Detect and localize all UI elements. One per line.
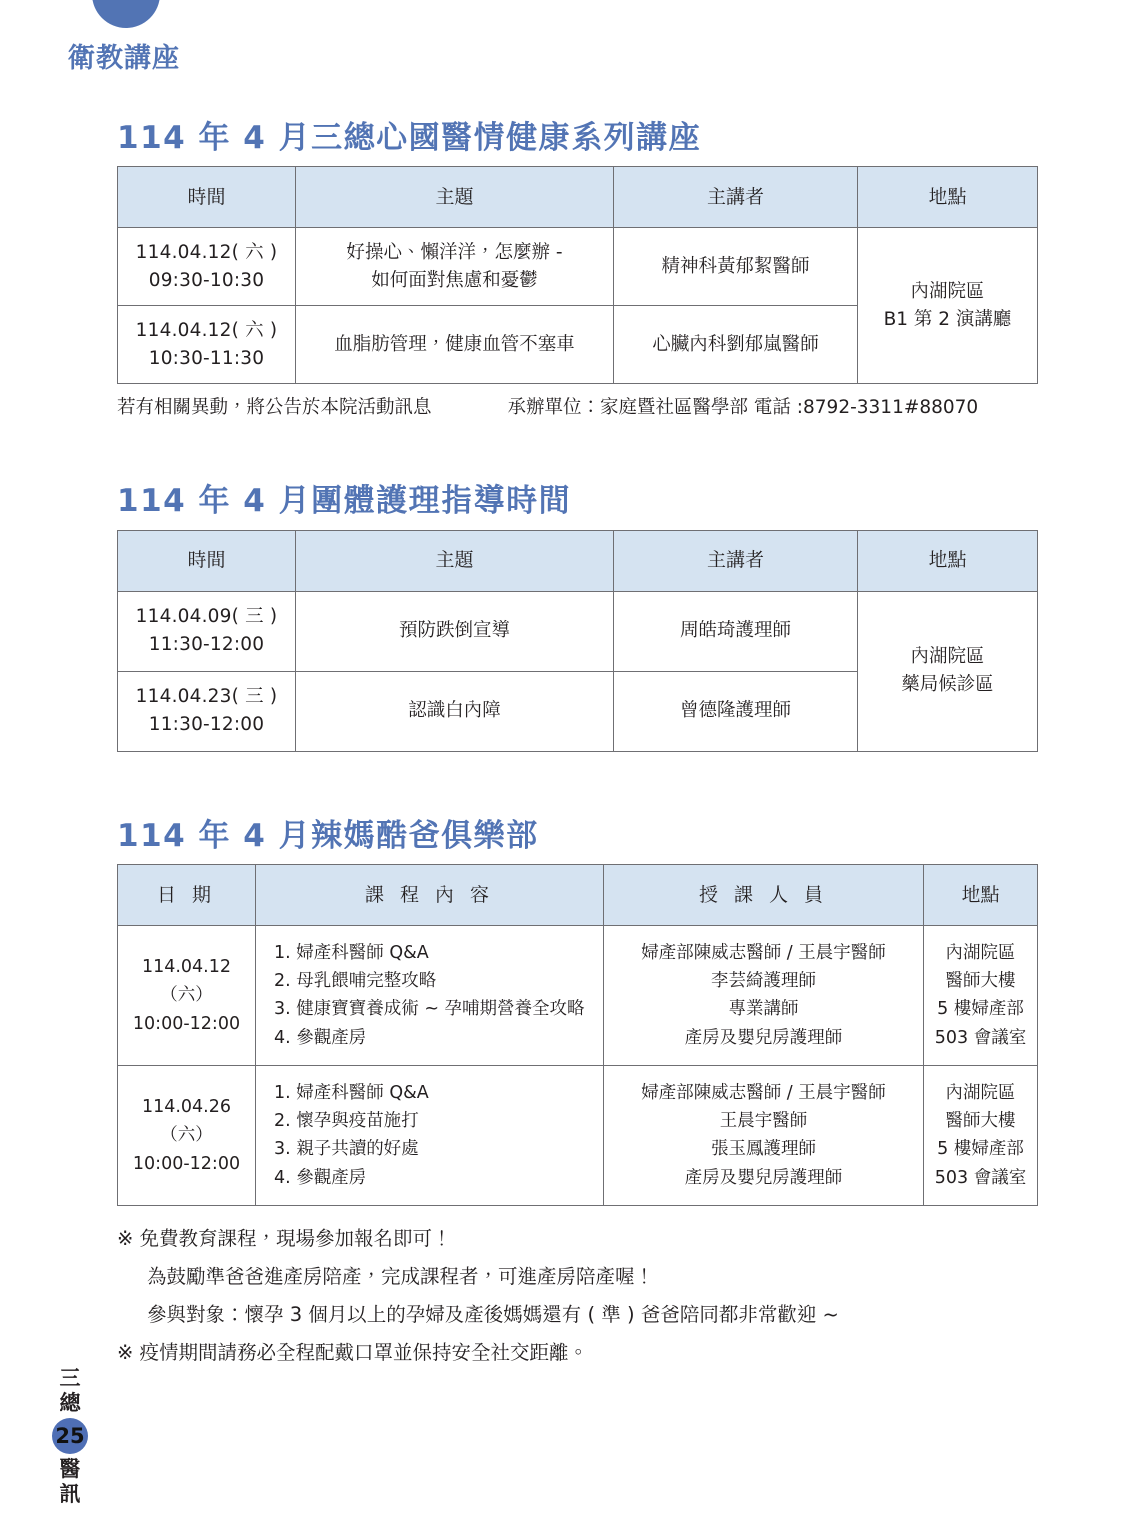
column-header-time: 時間: [118, 167, 296, 228]
page-content: [117, 118, 1047, 1372]
cell-time: [118, 228, 296, 306]
section-3-notes: [117, 1220, 1047, 1372]
cell-staff: [604, 925, 924, 1065]
place-line-2: 藥局候診區: [901, 674, 994, 696]
note-audience: 參與對象：懷孕 3 個月以上的孕婦及產後媽媽還有 ( 準 ) 爸爸陪同都非常歡迎 ~: [147, 1302, 839, 1326]
staff-line-3: 專業講師: [728, 999, 799, 1020]
column-header-place: 地點: [924, 864, 1038, 925]
page-number-badge: 25: [52, 1418, 88, 1454]
section-title-3: 114 年 4 月辣媽酷爸俱樂部: [117, 817, 539, 854]
cell-speaker: 心臟內科劉郁嵐醫師: [614, 306, 858, 384]
table-row: [118, 228, 1038, 306]
staff-line-2: 王晨宇醫師: [719, 1111, 808, 1132]
cell-location: [924, 1065, 1038, 1205]
time-line-2: 11:30-12:00: [148, 714, 265, 736]
list-item: 3. 親子共讀的好處: [274, 1139, 419, 1160]
time-line-2: 10:30-11:30: [148, 347, 265, 369]
cell-time: [118, 671, 296, 751]
list-item: 3. 健康寶寶養成術 ~ 孕哺期營養全攻略: [274, 999, 585, 1020]
place-line-1: 內湖院區: [910, 646, 985, 668]
topic-line-2: 如何面對焦慮和憂鬱: [371, 269, 538, 291]
section-title-2: 114 年 4 月團體護理指導時間: [117, 483, 572, 520]
course-list: [274, 1079, 597, 1192]
column-header-time: 時間: [118, 530, 296, 591]
staff-line-2: 李芸綺護理師: [711, 971, 816, 992]
location-line-4: 503 會議室: [934, 1027, 1027, 1048]
column-header-date: 日 期: [118, 864, 256, 925]
staff-line-1: 婦產部陳威志醫師 / 王晨宇醫師: [641, 942, 886, 963]
time-line-2: 09:30-10:30: [148, 269, 265, 291]
list-item: 4. 參觀產房: [274, 1027, 367, 1048]
note-change-announcement: 若有相關異動，將公告於本院活動訊息: [117, 397, 432, 419]
brand-char-3: 醫: [59, 1457, 81, 1482]
date-line-1: 114.04.26: [141, 1096, 232, 1117]
section-tag-label: 衛教講座: [68, 43, 180, 74]
time-line-1: 114.04.23( 三 ): [135, 686, 278, 708]
date-line-1: 114.04.12: [141, 956, 232, 977]
circle-decoration-icon: [92, 0, 160, 28]
list-item: 2. 母乳餵哺完整攻略: [274, 971, 437, 992]
location-line-3: 5 樓婦產部: [937, 999, 1024, 1020]
time-line-1: 114.04.12( 六 ): [135, 242, 278, 264]
topic-line-1: 好操心、懶洋洋，怎麼辦 -: [346, 242, 563, 264]
table-header-row: [118, 530, 1038, 591]
cell-course-content: [256, 925, 604, 1065]
cell-time: [118, 306, 296, 384]
location-line-4: 503 會議室: [934, 1167, 1027, 1188]
course-list: [274, 939, 597, 1052]
cell-date: [118, 1065, 256, 1205]
cell-place: [858, 228, 1038, 384]
table-row: [118, 591, 1038, 671]
column-header-topic: 主題: [296, 530, 614, 591]
list-item: 4. 參觀產房: [274, 1167, 367, 1188]
cell-speaker: 精神科黃郁絜醫師: [614, 228, 858, 306]
cell-time: [118, 591, 296, 671]
staff-line-4: 產房及嬰兒房護理師: [684, 1027, 843, 1048]
section-group-nursing: [117, 481, 1047, 751]
date-line-2: （六）: [160, 1125, 213, 1146]
note-mask-policy: ※ 疫情期間請務必全程配戴口罩並保持安全社交距離。: [117, 1340, 589, 1364]
brand-char-4: 訊: [59, 1482, 81, 1507]
cell-topic: 血脂肪管理，健康血管不塞車: [296, 306, 614, 384]
place-line-1: 內湖院區: [910, 281, 985, 303]
page-marker: [42, 1366, 98, 1507]
column-header-speaker: 主講者: [614, 167, 858, 228]
cell-date: [118, 925, 256, 1065]
section-title-1: 114 年 4 月三總心國醫情健康系列講座: [117, 120, 702, 156]
list-item: 1. 婦產科醫師 Q&A: [274, 942, 429, 963]
list-item: 2. 懷孕與疫苗施打: [274, 1111, 419, 1132]
cell-topic: 預防跌倒宣導: [296, 591, 614, 671]
cell-place: [858, 591, 1038, 751]
time-line-1: 114.04.09( 三 ): [135, 606, 278, 628]
place-line-2: B1 第 2 演講廳: [883, 308, 1012, 330]
location-line-1: 內湖院區: [945, 942, 1016, 963]
table-row: [118, 1065, 1038, 1205]
column-header-place: 地點: [858, 530, 1038, 591]
column-header-topic: 主題: [296, 167, 614, 228]
time-line-1: 114.04.12( 六 ): [135, 320, 278, 342]
location-line-2: 醫師大樓: [945, 971, 1016, 992]
section-parents-club: [117, 816, 1047, 1372]
column-header-course: 課 程 內 容: [256, 864, 604, 925]
time-line-2: 11:30-12:00: [148, 634, 265, 656]
column-header-speaker: 主講者: [614, 530, 858, 591]
staff-line-1: 婦產部陳威志醫師 / 王晨宇醫師: [641, 1082, 886, 1103]
cell-course-content: [256, 1065, 604, 1205]
cell-speaker: 周皓琦護理師: [614, 591, 858, 671]
column-header-staff: 授 課 人 員: [604, 864, 924, 925]
schedule-table-3: [117, 864, 1038, 1206]
cell-staff: [604, 1065, 924, 1205]
cell-topic: 認識白內障: [296, 671, 614, 751]
schedule-table-2: [117, 530, 1038, 752]
column-header-place: 地點: [858, 167, 1038, 228]
section-health-lecture: [117, 118, 1047, 419]
brand-char-1: 三: [59, 1365, 81, 1390]
cell-location: [924, 925, 1038, 1065]
location-line-2: 醫師大樓: [945, 1111, 1016, 1132]
location-line-3: 5 樓婦產部: [937, 1139, 1024, 1160]
list-item: 1. 婦產科醫師 Q&A: [274, 1082, 429, 1103]
date-line-3: 10:00-12:00: [132, 1153, 241, 1174]
table-header-row: [118, 167, 1038, 228]
note-organizer-contact: 承辦單位：家庭暨社區醫學部 電話 :8792-3311#88070: [507, 397, 979, 419]
date-line-2: （六）: [160, 985, 213, 1006]
staff-line-4: 產房及嬰兒房護理師: [684, 1167, 843, 1188]
date-line-3: 10:00-12:00: [132, 1013, 241, 1034]
note-free-course: ※ 免費教育課程，現場參加報名即可！: [117, 1226, 452, 1250]
table-row: [118, 925, 1038, 1065]
schedule-table-1: [117, 166, 1038, 384]
cell-speaker: 曾德隆護理師: [614, 671, 858, 751]
section-1-notes: [117, 393, 1047, 419]
staff-line-3: 張玉鳳護理師: [711, 1139, 816, 1160]
note-encourage-dads: 為鼓勵準爸爸進產房陪產，完成課程者，可進產房陪產喔！: [147, 1264, 655, 1288]
cell-topic: [296, 228, 614, 306]
location-line-1: 內湖院區: [945, 1082, 1016, 1103]
brand-char-2: 總: [59, 1390, 81, 1415]
table-header-row: [118, 864, 1038, 925]
